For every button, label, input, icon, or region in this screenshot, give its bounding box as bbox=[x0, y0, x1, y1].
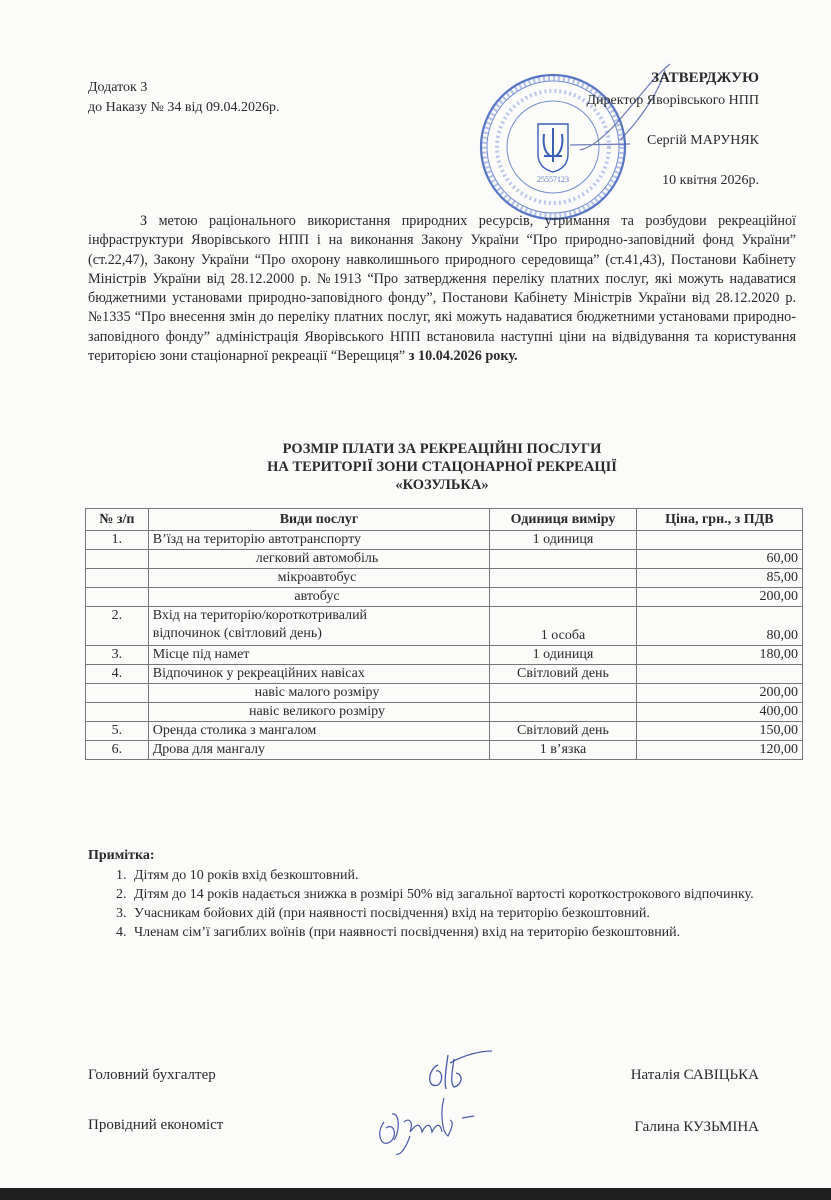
row-num: 5. bbox=[86, 722, 149, 741]
row-num bbox=[86, 588, 149, 607]
row-unit bbox=[490, 703, 637, 722]
table-row bbox=[86, 531, 803, 550]
row-unit: 1 особа bbox=[490, 607, 637, 646]
economist-signature-icon bbox=[370, 1092, 500, 1162]
row-num: 1. bbox=[86, 531, 149, 550]
signatory-role-accountant: Головний бухгалтер bbox=[88, 1067, 216, 1083]
row-unit: 1 в’язка bbox=[490, 741, 637, 760]
signatory-name-economist: Галина КУЗЬМІНА bbox=[634, 1119, 759, 1135]
approval-date: 10 квітня 2026р. bbox=[662, 173, 759, 188]
row-unit bbox=[490, 550, 637, 569]
row-service-line-2: відпочинок (світловий день) bbox=[152, 626, 322, 641]
effective-date: з 10.04.2026 року. bbox=[408, 348, 518, 365]
approval-heading: ЗАТВЕРДЖУЮ bbox=[651, 70, 759, 86]
signatory-role-economist: Провідний економіст bbox=[88, 1117, 224, 1133]
intro-text: З метою раціонального використання природних ресурсів, утримання та розбудови рекреаційної інфраструктури Яворівського НПП і на виконання Закону України “Про природно-заповідний фонд України” (ст.22,47), Закону України “Про охорону навколишнього природного середовища” (ст.41,43), Постанови Кабінету Міністрів України від 28.12.2000 р. №1913 “Про затвердження переліку платних послуг, які можуть надаватися бюджетними установами природно-заповідного фонду”, Постанови Кабінету Міністрів України від 28.12.2020 р. №1335 “Про внесення змін до переліку платних послуг, які можуть надаватися бюджетними установами природно-заповідного фонду” адміністрація Яворівського НПП встановила наступні ціни на відвідування та користування територією зони стаціонарної рекреації “Верещиця” bbox=[88, 213, 796, 365]
row-price: 200,00 bbox=[636, 588, 802, 607]
row-num bbox=[86, 569, 149, 588]
row-service: Місце під намет bbox=[148, 646, 490, 665]
note-item: 2. Дітям до 14 років надається знижка в розмірі 50% від загальної вартості короткострокового відпочинку. bbox=[130, 885, 831, 904]
table-row bbox=[86, 607, 803, 646]
table-row bbox=[86, 684, 803, 703]
row-service: Відпочинок у рекреаційних навісах bbox=[148, 665, 490, 684]
title-line-3: «КОЗУЛЬКА» bbox=[395, 477, 489, 493]
title-line-1: РОЗМІР ПЛАТИ ЗА РЕКРЕАЦІЙНІ ПОСЛУГИ bbox=[282, 441, 602, 457]
accountant-signature-icon bbox=[420, 1045, 500, 1095]
row-service: автобус bbox=[148, 588, 490, 607]
director-name: Сергій МАРУНЯК bbox=[646, 133, 759, 148]
row-unit bbox=[490, 684, 637, 703]
row-unit bbox=[490, 588, 637, 607]
row-unit: Світловий день bbox=[490, 722, 637, 741]
row-price: 85,00 bbox=[636, 569, 802, 588]
appendix-block bbox=[88, 78, 279, 118]
scan-bottom-edge bbox=[0, 1188, 831, 1200]
row-service: навіс малого розміру bbox=[148, 684, 490, 703]
row-service: Дрова для мангалу bbox=[148, 741, 490, 760]
appendix-label: Додаток 3 bbox=[88, 80, 148, 95]
table-row bbox=[86, 665, 803, 684]
row-service: навіс великого розміру bbox=[148, 703, 490, 722]
row-service: В’їзд на територію автотранспорту bbox=[148, 531, 490, 550]
table-row bbox=[86, 703, 803, 722]
director-title: Директор Яворівського НПП bbox=[586, 93, 759, 108]
row-price bbox=[636, 531, 802, 550]
row-num: 4. bbox=[86, 665, 149, 684]
header-price: Ціна, грн., з ПДВ bbox=[636, 509, 802, 531]
row-price: 80,00 bbox=[636, 607, 802, 646]
note-item: 3. Учасникам бойових дій (при наявності посвідчення) вхід на територію безкоштовний. bbox=[130, 904, 831, 923]
order-reference: до Наказу № 34 від 09.04.2026р. bbox=[88, 100, 280, 115]
row-num: 2. bbox=[86, 607, 149, 646]
header-num: № з/п bbox=[86, 509, 149, 531]
row-num bbox=[86, 684, 149, 703]
notes-heading: Примітка: bbox=[88, 848, 155, 863]
row-num bbox=[86, 550, 149, 569]
table-row bbox=[86, 646, 803, 665]
row-service: Оренда столика з мангалом bbox=[148, 722, 490, 741]
row-num bbox=[86, 703, 149, 722]
title-line-2: НА ТЕРИТОРІЇ ЗОНИ СТАЦОНАРНОЇ РЕКРЕАЦІЇ bbox=[267, 459, 617, 475]
row-price: 60,00 bbox=[636, 550, 802, 569]
stamp-code: 25557123 bbox=[537, 175, 569, 184]
table-row bbox=[86, 569, 803, 588]
header-service: Види послуг bbox=[148, 509, 490, 531]
row-service: мікроавтобус bbox=[148, 569, 490, 588]
intro-paragraph bbox=[88, 212, 796, 366]
row-num: 6. bbox=[86, 741, 149, 760]
table-row bbox=[86, 588, 803, 607]
notes-list bbox=[88, 866, 831, 942]
table-row bbox=[86, 550, 803, 569]
table-row bbox=[86, 722, 803, 741]
row-price: 120,00 bbox=[636, 741, 802, 760]
row-price: 200,00 bbox=[636, 684, 802, 703]
row-service: легковий автомобіль bbox=[148, 550, 490, 569]
row-unit: Світловий день bbox=[490, 665, 637, 684]
price-table bbox=[85, 508, 803, 760]
row-unit: 1 одиниця bbox=[490, 646, 637, 665]
row-service bbox=[148, 607, 490, 646]
row-price: 180,00 bbox=[636, 646, 802, 665]
note-item: 1. Дітям до 10 років вхід безкоштовний. bbox=[130, 866, 831, 885]
table-row bbox=[86, 741, 803, 760]
row-unit: 1 одиниця bbox=[490, 531, 637, 550]
note-item: 4. Членам сім’ї загиблих воїнів (при наявності посвідчення) вхід на територію безкоштовний. bbox=[130, 923, 831, 942]
row-price: 400,00 bbox=[636, 703, 802, 722]
row-service-line-1: Вхід на територію/короткотривалий bbox=[152, 608, 368, 623]
approval-block bbox=[587, 70, 760, 191]
row-num: 3. bbox=[86, 646, 149, 665]
table-header-row bbox=[86, 509, 803, 531]
signatory-name-accountant: Наталія САВІЦЬКА bbox=[630, 1067, 759, 1083]
row-price bbox=[636, 665, 802, 684]
row-price: 150,00 bbox=[636, 722, 802, 741]
header-unit: Одиниця виміру bbox=[490, 509, 637, 531]
document-title bbox=[88, 440, 796, 494]
row-unit bbox=[490, 569, 637, 588]
